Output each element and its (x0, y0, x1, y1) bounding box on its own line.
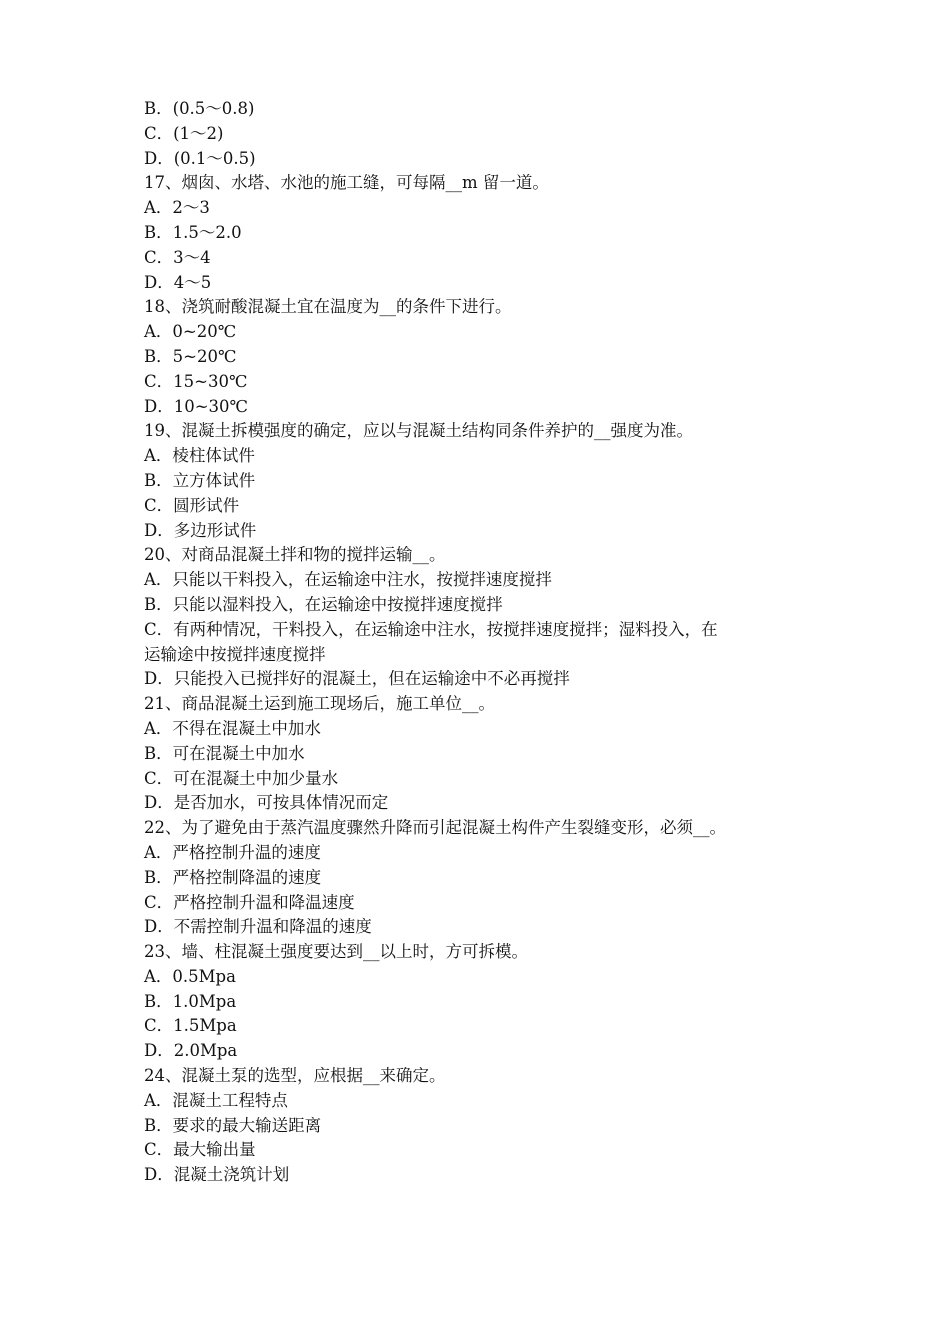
option-line: B．可在混凝土中加水 (144, 743, 305, 763)
option-line: D．是否加水，可按具体情况而定 (144, 793, 389, 813)
option-line: A．严格控制升温的速度 (144, 842, 321, 862)
option-line: D．(0.1～0.5) (144, 148, 256, 168)
question-20: 20、对商品混凝土拌和物的搅拌运输__。 (144, 545, 446, 565)
option-line: C．3～4 (144, 247, 211, 267)
option-line: B．(0.5～0.8) (144, 99, 255, 118)
question-19: 19、混凝土拆模强度的确定，应以与混凝土结构同条件养护的__强度为准。 (144, 421, 693, 441)
option-line-continuation: 运输途中按搅拌速度搅拌 (144, 644, 326, 664)
option-line: D．不需控制升温和降温的速度 (144, 917, 372, 937)
option-line: D．4～5 (144, 272, 212, 292)
option-line: C．最大输出量 (144, 1140, 256, 1160)
option-line: A．混凝土工程特点 (144, 1090, 288, 1110)
option-line: D．只能投入已搅拌好的混凝土，但在运输途中不必再搅拌 (144, 669, 570, 689)
option-line: C．可在混凝土中加少量水 (144, 768, 339, 788)
option-line: C．15~30℃ (144, 371, 248, 391)
option-line: A．棱柱体试件 (144, 446, 255, 466)
option-line: B．立方体试件 (144, 470, 256, 490)
option-line: A．2～3 (144, 198, 210, 218)
option-line: C．圆形试件 (144, 495, 240, 515)
option-line: D．2.0Mpa (144, 1041, 238, 1061)
option-line: C．有两种情况，干料投入，在运输途中注水，按搅拌速度搅拌；湿料投入，在 (144, 619, 718, 639)
option-line: D．混凝土浇筑计划 (144, 1165, 290, 1185)
option-line: B．5~20℃ (144, 346, 237, 366)
question-17: 17、烟囱、水塔、水池的施工缝，可每隔__m 留一道。 (144, 173, 549, 193)
question-18: 18、浇筑耐酸混凝土宜在温度为__的条件下进行。 (144, 297, 512, 317)
option-line: C．严格控制升温和降温速度 (144, 892, 355, 912)
document-page (144, 97, 814, 1188)
option-line: A．0~20℃ (144, 322, 237, 342)
option-line: D．10~30℃ (144, 396, 249, 416)
option-line: C．1.5Mpa (144, 1016, 237, 1036)
option-line: B．只能以湿料投入，在运输途中按搅拌速度搅拌 (144, 594, 503, 614)
question-22: 22、为了避免由于蒸汽温度骤然升降而引起混凝土构件产生裂缝变形，必须__。 (144, 818, 726, 838)
option-line: B．要求的最大输送距离 (144, 1115, 322, 1135)
option-line: A．只能以干料投入，在运输途中注水，按搅拌速度搅拌 (144, 570, 552, 590)
option-line: C．(1～2) (144, 123, 224, 143)
question-24: 24、混凝土泵的选型，应根据__来确定。 (144, 1066, 446, 1086)
question-23: 23、墙、柱混凝土强度要达到__以上时，方可拆模。 (144, 942, 528, 962)
option-line: D．多边形试件 (144, 520, 257, 540)
option-line: B．1.0Mpa (144, 991, 237, 1011)
option-line: A．不得在混凝土中加水 (144, 718, 321, 738)
option-line: A．0.5Mpa (144, 966, 236, 986)
option-line: B．1.5～2.0 (144, 222, 242, 242)
option-line: B．严格控制降温的速度 (144, 867, 322, 887)
question-21: 21、商品混凝土运到施工现场后，施工单位__。 (144, 694, 495, 714)
